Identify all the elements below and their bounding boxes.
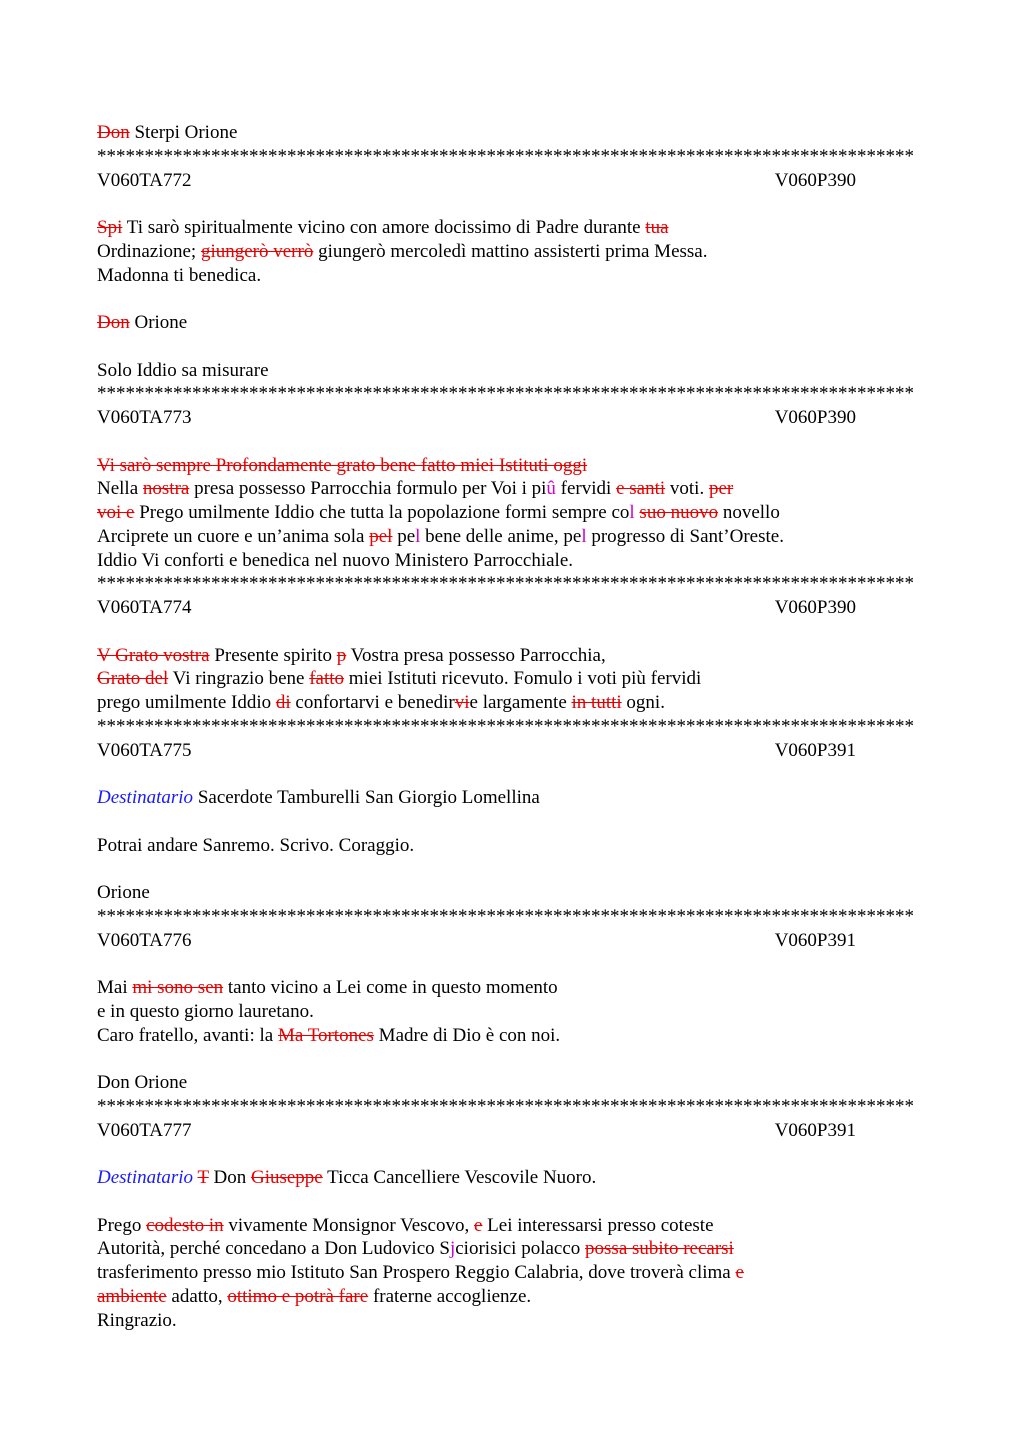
document-id-row (97, 406, 856, 430)
text-run: Madre di Dio è con noi. (373, 1024, 561, 1046)
destinatario-label: Destinatario (97, 1167, 194, 1188)
deleted-text: e santi (616, 478, 666, 500)
text-line (97, 1309, 927, 1333)
text-run: Presente spirito (209, 644, 337, 666)
document-id: V060TA774 (97, 597, 192, 618)
document-id: V060TA773 (97, 407, 192, 428)
text-run: e in questo giorno lauretano. (97, 1000, 314, 1022)
text-line (97, 1024, 927, 1048)
text-line (97, 216, 927, 240)
deleted-text: giungerò verrò (200, 240, 314, 262)
document-id: V060TA776 (97, 929, 192, 951)
text-line (97, 549, 927, 573)
text-line (97, 691, 927, 715)
page-reference: V060P390 (774, 597, 856, 618)
text-run: ogni. (621, 692, 665, 713)
text-run: Iddio Vi conforti e benedica nel nuovo Ministero Parrocchiale. (97, 549, 574, 571)
blank-line (97, 335, 927, 359)
documents-container (97, 145, 927, 1333)
blank-line (97, 1190, 927, 1214)
deleted-text: T (197, 1167, 209, 1188)
deleted-text: fatto (309, 668, 345, 690)
deleted-text: Ma Tortones (277, 1024, 374, 1046)
text-run: Nella (97, 478, 143, 500)
separator-stars: ************************************************************************************** (97, 715, 914, 737)
blank-line (97, 1142, 927, 1166)
text-line (97, 1285, 927, 1309)
text-run: Orione (129, 312, 188, 333)
text-run: Vi ringrazio bene (168, 668, 310, 690)
separator-stars: ************************************************************************************** (97, 573, 914, 595)
deleted-text: e (473, 1214, 483, 1236)
blank-line (97, 762, 927, 786)
page-reference: V060P391 (774, 1119, 856, 1141)
document-entry (97, 572, 927, 715)
header-text: Sterpi Orione (129, 122, 238, 143)
text-run: Madonna ti benedica. (97, 264, 262, 286)
text-line (97, 881, 927, 905)
separator-stars: ************************************************************************************** (97, 1095, 914, 1117)
text-run: Orione (97, 882, 150, 903)
text-run: Don (208, 1167, 251, 1188)
text-line (97, 834, 927, 858)
text-line (97, 786, 927, 810)
header-line (97, 121, 927, 145)
text-line (97, 525, 927, 549)
separator-stars: ************************************************************************************** (97, 383, 914, 405)
deleted-text: vi (454, 692, 470, 713)
text-line (97, 477, 927, 501)
text-run: confortarvi e benedir (290, 692, 455, 713)
document-id: V060TA777 (97, 1119, 192, 1141)
text-run: Solo Iddio sa misurare (97, 359, 269, 381)
inserted-text: l (629, 502, 635, 523)
text-run: e largamente (469, 692, 572, 713)
document-id-row (97, 739, 856, 763)
deleted-text: pel (369, 525, 393, 547)
text-run: Ringrazio. (97, 1309, 177, 1331)
inserted-text: û (546, 478, 556, 500)
text-run: miei Istituti ricevuto. Fomulo i voti più fervidi (344, 668, 702, 690)
text-run: fraterne accoglienze. (368, 1285, 532, 1307)
deleted-text: mi sono sen (132, 977, 224, 998)
text-run: Don Orione (97, 1072, 188, 1093)
deleted-text: Giuseppe (250, 1167, 323, 1188)
blank-line (97, 287, 927, 311)
blank-line (97, 430, 927, 454)
text-line (97, 1166, 927, 1190)
text-run: Ordinazione; (97, 240, 201, 262)
text-run: Arciprete un cuore e un’anima sola (97, 525, 370, 547)
deleted-text: Spi (97, 217, 123, 238)
text-line (97, 976, 927, 1000)
document-id-row (97, 1119, 856, 1143)
page-reference: V060P391 (774, 739, 856, 761)
document-id-row (97, 929, 856, 953)
deleted-text: tua (645, 217, 669, 238)
deleted-text: di (275, 692, 291, 713)
separator-stars: ************************************************************************************** (97, 145, 914, 167)
document-entry (97, 905, 927, 1095)
inserted-text: l (415, 525, 421, 547)
text-run: Potrai andare Sanremo. Scrivo. Coraggio. (97, 834, 415, 856)
deleted-text: p (336, 644, 347, 666)
inserted-text: l (581, 525, 587, 547)
text-line (97, 644, 927, 668)
text-run: Prego umilmente Iddio che tutta la popolazione formi sempre co (134, 502, 630, 523)
deleted-text: suo nuovo (639, 502, 719, 523)
text-run: progresso di Sant’Oreste. (586, 525, 784, 547)
text-line (97, 1261, 927, 1285)
text-run: Lei interessarsi presso coteste (482, 1214, 714, 1236)
text-run: Sacerdote Tamburelli San Giorgio Lomellina (193, 787, 540, 808)
document-entry (97, 145, 927, 383)
deleted-text: per (708, 478, 734, 500)
deleted-text: Vi sarò sempre Profondamente grato bene fatto miei Istituti oggi (97, 454, 588, 476)
deleted-text: nostra (142, 478, 190, 500)
text-line (97, 1000, 927, 1024)
deleted-text: voi e (97, 502, 135, 523)
text-line (97, 1214, 927, 1238)
text-run: pe (392, 525, 416, 547)
separator-stars: ************************************************************************************** (97, 905, 914, 927)
text-run: ciorisici polacco (455, 1238, 586, 1260)
text-line (97, 454, 927, 478)
deleted-text: ambiente (97, 1285, 167, 1307)
document-page (97, 121, 927, 1332)
deleted-text: Don (97, 122, 130, 143)
text-run: presa possesso Parrocchia formulo per Voi i pi (189, 478, 547, 500)
page-reference: V060P390 (774, 169, 856, 191)
text-line (97, 1071, 927, 1095)
text-run: bene delle anime, pe (420, 525, 582, 547)
document-id-row (97, 596, 856, 620)
inserted-text: j (449, 1238, 456, 1260)
text-line (97, 501, 927, 525)
deleted-text: ottimo e potrà fare (227, 1285, 369, 1307)
destinatario-label: Destinatario (97, 787, 194, 808)
deleted-text: e (735, 1262, 744, 1283)
text-run: vivamente Monsignor Vescovo, (223, 1214, 474, 1236)
text-line (97, 667, 927, 691)
text-run: tanto vicino a Lei come in questo momento (223, 977, 558, 998)
text-run: fervidi (555, 478, 617, 500)
deleted-text: possa subito recarsi (585, 1238, 734, 1260)
document-id: V060TA775 (97, 739, 192, 761)
document-entry (97, 1095, 927, 1333)
document-entry (97, 382, 927, 572)
blank-line (97, 810, 927, 834)
text-run: trasferimento presso mio Istituto San Prospero Reggio Calabria, dove troverà clima (97, 1262, 736, 1283)
deleted-text: V Grato vostra (97, 644, 210, 666)
document-entry (97, 715, 927, 905)
text-run: Prego (97, 1214, 147, 1236)
text-run: Ticca Cancelliere Vescovile Nuoro. (322, 1167, 597, 1188)
text-run: giungerò mercoledì mattino assisterti prima Messa. (313, 240, 708, 262)
text-run: prego umilmente Iddio (97, 692, 276, 713)
text-line (97, 359, 927, 383)
blank-line (97, 857, 927, 881)
text-run: Caro fratello, avanti: la (97, 1024, 278, 1046)
document-id: V060TA772 (97, 169, 192, 191)
text-run: novello (718, 502, 780, 523)
blank-line (97, 952, 927, 976)
text-run: Vostra presa possesso Parrocchia, (346, 644, 606, 666)
text-run: voti. (665, 478, 709, 500)
text-run: Mai (97, 977, 133, 998)
text-line (97, 1237, 927, 1261)
text-line (97, 240, 927, 264)
text-line (97, 264, 927, 288)
text-line (97, 311, 927, 335)
deleted-text: Don (97, 312, 130, 333)
blank-line (97, 620, 927, 644)
text-run: Autorità, perché concedano a Don Ludovico S (97, 1238, 450, 1260)
blank-line (97, 1047, 927, 1071)
text-run: Ti sarò spiritualmente vicino con amore docissimo di Padre durante (122, 217, 646, 238)
page-reference: V060P390 (774, 407, 856, 428)
deleted-text: in tutti (571, 692, 622, 713)
blank-line (97, 192, 927, 216)
deleted-text: codesto in (146, 1214, 224, 1236)
document-id-row (97, 169, 856, 193)
text-run: adatto, (166, 1285, 228, 1307)
page-reference: V060P391 (774, 929, 856, 951)
deleted-text: Grato del (97, 668, 169, 690)
